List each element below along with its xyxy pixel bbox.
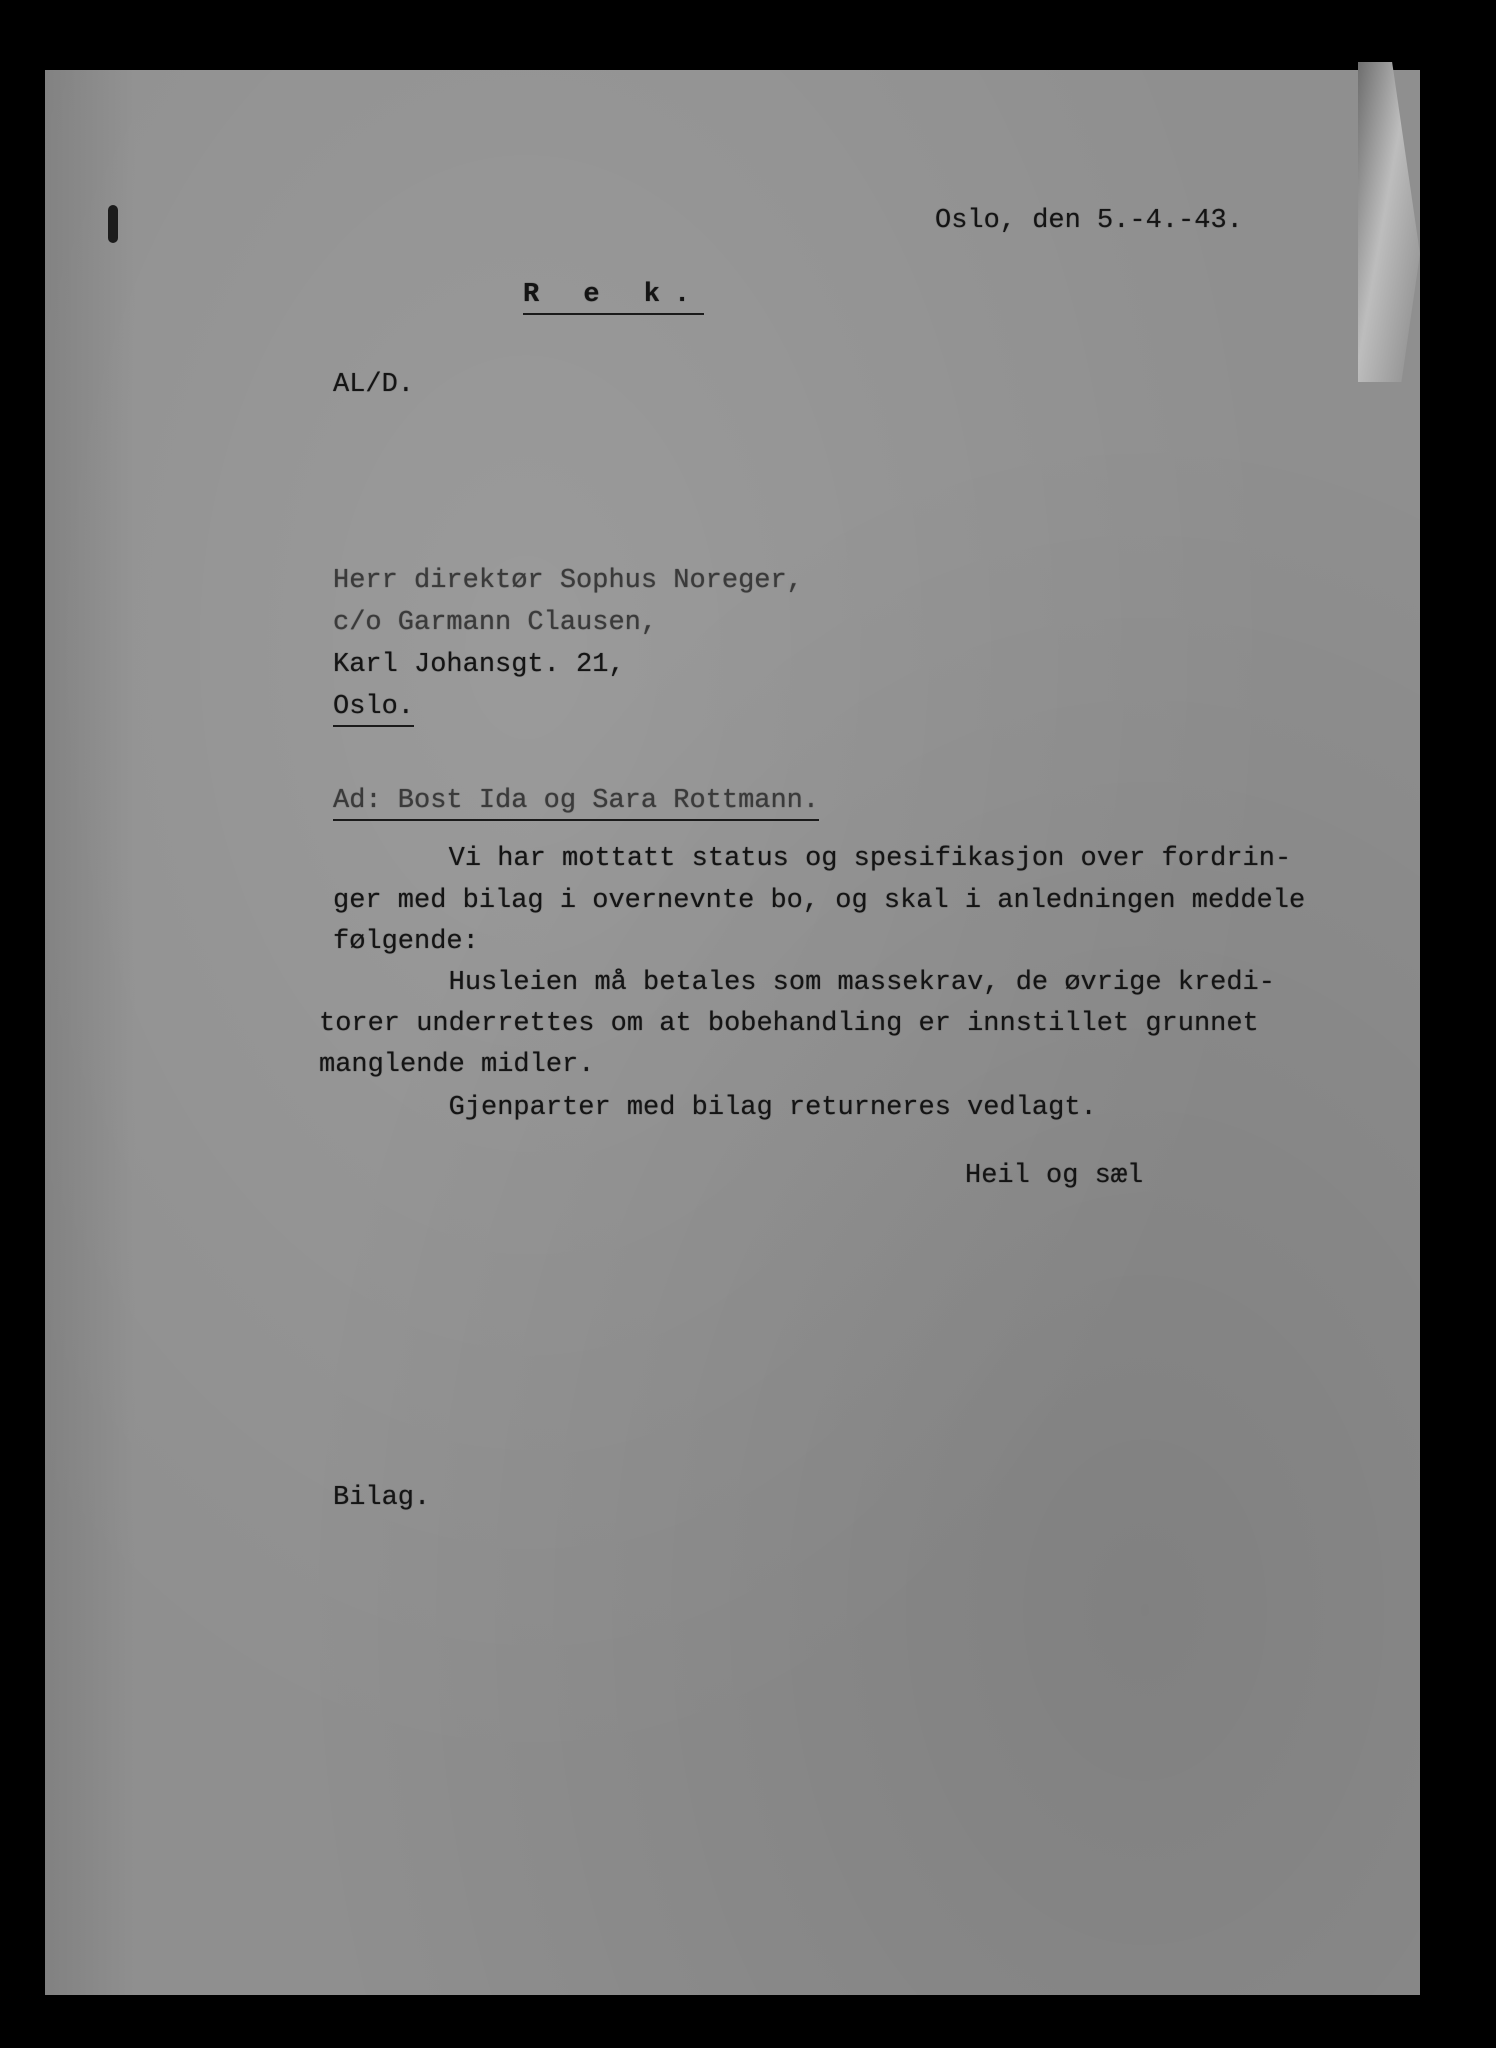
address-line: Herr direktør Sophus Noreger, bbox=[333, 566, 803, 596]
body-line: Vi har mottatt status og spesifikasjon over fordrin- bbox=[319, 844, 1292, 874]
body-line: følgende: bbox=[333, 927, 479, 957]
punch-mark bbox=[108, 205, 118, 243]
body-line: Husleien må betales som massekrav, de øvrige kredi- bbox=[319, 968, 1275, 998]
body-line: manglende midler. bbox=[319, 1050, 595, 1080]
body-line: torer underrettes om at bobehandling er innstillet grunnet bbox=[319, 1009, 1259, 1039]
paper-shadow-strip bbox=[45, 70, 135, 1995]
enclosure-note: Bilag. bbox=[333, 1483, 431, 1513]
closing-greeting: Heil og sæl bbox=[965, 1161, 1144, 1191]
reference-code: AL/D. bbox=[333, 370, 415, 400]
address-line: Karl Johansgt. 21, bbox=[333, 650, 625, 680]
address-line: c/o Garmann Clausen, bbox=[333, 608, 658, 638]
subject-line: Ad: Bost Ida og Sara Rottmann. bbox=[333, 788, 819, 821]
body-line: Gjenparter med bilag returneres vedlagt. bbox=[319, 1093, 1097, 1123]
address-city: Oslo. bbox=[333, 694, 414, 727]
date-line: Oslo, den 5.-4.-43. bbox=[935, 206, 1243, 236]
heading-rek: R e k. bbox=[523, 282, 704, 315]
body-line: ger med bilag i overnevnte bo, og skal i anledningen meddele bbox=[333, 886, 1306, 916]
